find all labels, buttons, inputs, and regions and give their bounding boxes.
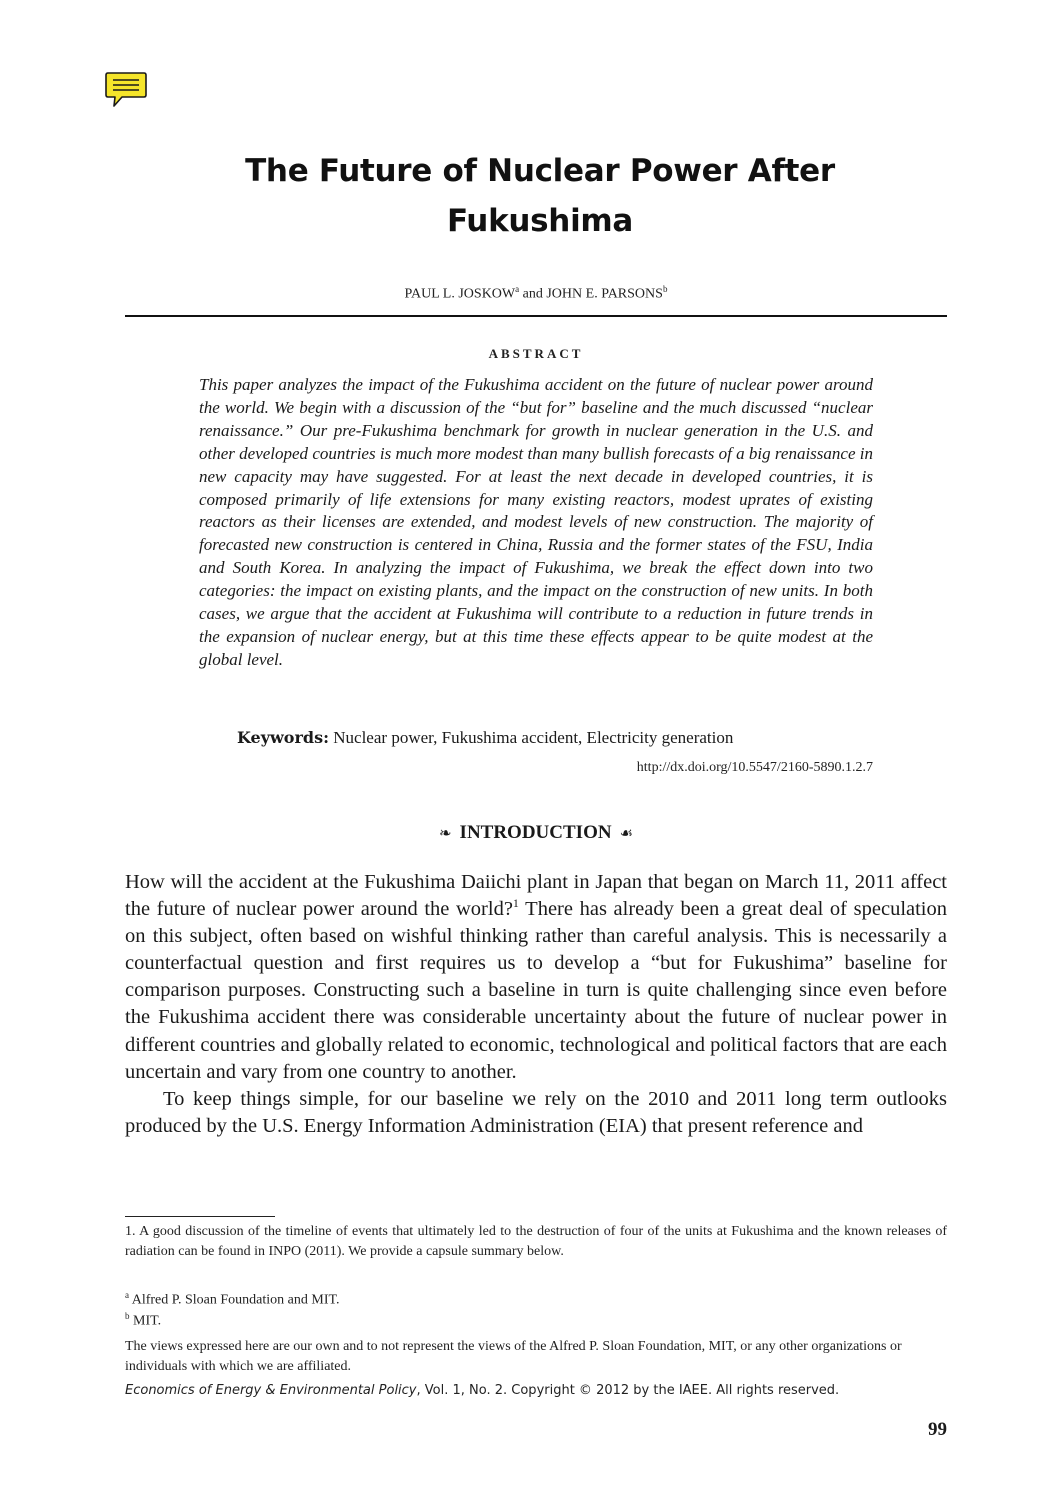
comment-note-icon[interactable] — [104, 70, 148, 110]
author-conjunction: and — [522, 286, 543, 302]
journal-citation — [125, 1383, 947, 1398]
author-line — [125, 284, 947, 303]
paragraph — [125, 869, 947, 1086]
ornament-right-icon: ☙ — [619, 826, 634, 842]
paper-title: The Future of Nuclear Power After Fukushima — [245, 153, 835, 239]
footnote-rule — [125, 1216, 275, 1217]
author-name: JOHN E. PARSONS — [546, 286, 663, 302]
ornament-left-icon: ❧ — [438, 826, 452, 842]
keywords-line — [237, 728, 877, 748]
affiliation-marker: a — [125, 1290, 129, 1300]
keywords-label: Keywords: — [237, 728, 330, 747]
doi-link[interactable]: http://dx.doi.org/10.5547/2160-5890.1.2.7 — [636, 760, 873, 775]
paragraph-text: How will the accident at the Fukushima Daiichi plant in Japan that began on March 11, 2011 affect the future of nuclear power around the world? — [125, 871, 947, 921]
paragraph-text: There has already been a great deal of speculation on this subject, often based on wishful thinking rather than careful analysis. This is necessarily a counterfactual question and first requires us to develop a “but for Fukushima” baseline for comparison purposes. Constructing such a baseline in turn is quite challenging since even before the Fukushima accident there was considerable uncertainty about the future of nuclear power in different countries and globally related to economic, technological and political factors that are each uncertain and vary from one country to another. — [125, 898, 948, 1083]
affiliation — [125, 1306, 725, 1332]
header-rule — [125, 315, 947, 317]
body-text — [125, 869, 947, 1140]
paragraph: To keep things simple, for our baseline we rely on the 2010 and 2011 long term outlooks produced by the U.S. Energy Information Administration (EIA) that present reference and — [125, 1087, 947, 1137]
disclaimer: The views expressed here are our own and to not represent the views of the Alfred P. Sloan Foundation, MIT, or any other organizations or individuals with which we are affiliated. — [125, 1339, 902, 1374]
affiliation-marker: b — [125, 1311, 130, 1321]
footnote: 1. A good discussion of the timeline of events that ultimately led to the destruction of four of the units at Fukushima and the known releases of radiation can be found in INPO (2011). We provide a capsule summary below. — [125, 1224, 947, 1259]
journal-details: , Vol. 1, No. 2. Copyright © 2012 by the IAEE. All rights reserved. — [416, 1383, 840, 1398]
page-number: 99 — [928, 1419, 947, 1440]
author-name: PAUL L. JOSKOW — [404, 286, 516, 302]
abstract-heading: ABSTRACT — [488, 346, 584, 361]
footnote-marker[interactable]: 1 — [512, 896, 519, 911]
affiliation-marker: b — [662, 284, 668, 294]
affiliation-text: MIT. — [133, 1313, 162, 1329]
abstract-text: This paper analyzes the impact of the Fukushima accident on the future of nuclear power around the world. We begin with a discussion of the “but for” baseline and the much discussed “nuclear renaissance.” Our pre-Fukushima benchmark for growth in nuclear generation in the U.S. and other developed countries is much more modest than many bullish forecasts of a big renaissance in new capacity may have suggested. For at least the next decade in developed countries, it is composed primarily of life extensions for many existing reactors, modest uprates of existing reactors as their licenses are extended, and modest levels of new construction. The majority of forecasted new construction is centered in China, Russia and the former states of the FSU, India and South Korea. In analyzing the impact of Fukushima, we break the effect down into two categories: the impact on existing plants, and the impact on the construction of new units. In both cases, we argue that the accident at Fukushima will contribute to a reduction in future trends in the expansion of nuclear energy, but at this time these effects appear to be quite modest at the global level. — [199, 375, 873, 669]
affiliation-text: Alfred P. Sloan Foundation and MIT. — [131, 1292, 340, 1308]
section-heading — [125, 822, 947, 844]
section-title: INTRODUCTION — [459, 822, 612, 843]
journal-name: Economics of Energy & Environmental Policy — [125, 1383, 417, 1398]
keywords-list: Nuclear power, Fukushima accident, Electricity generation — [333, 728, 734, 747]
affiliation-marker: a — [515, 284, 520, 294]
